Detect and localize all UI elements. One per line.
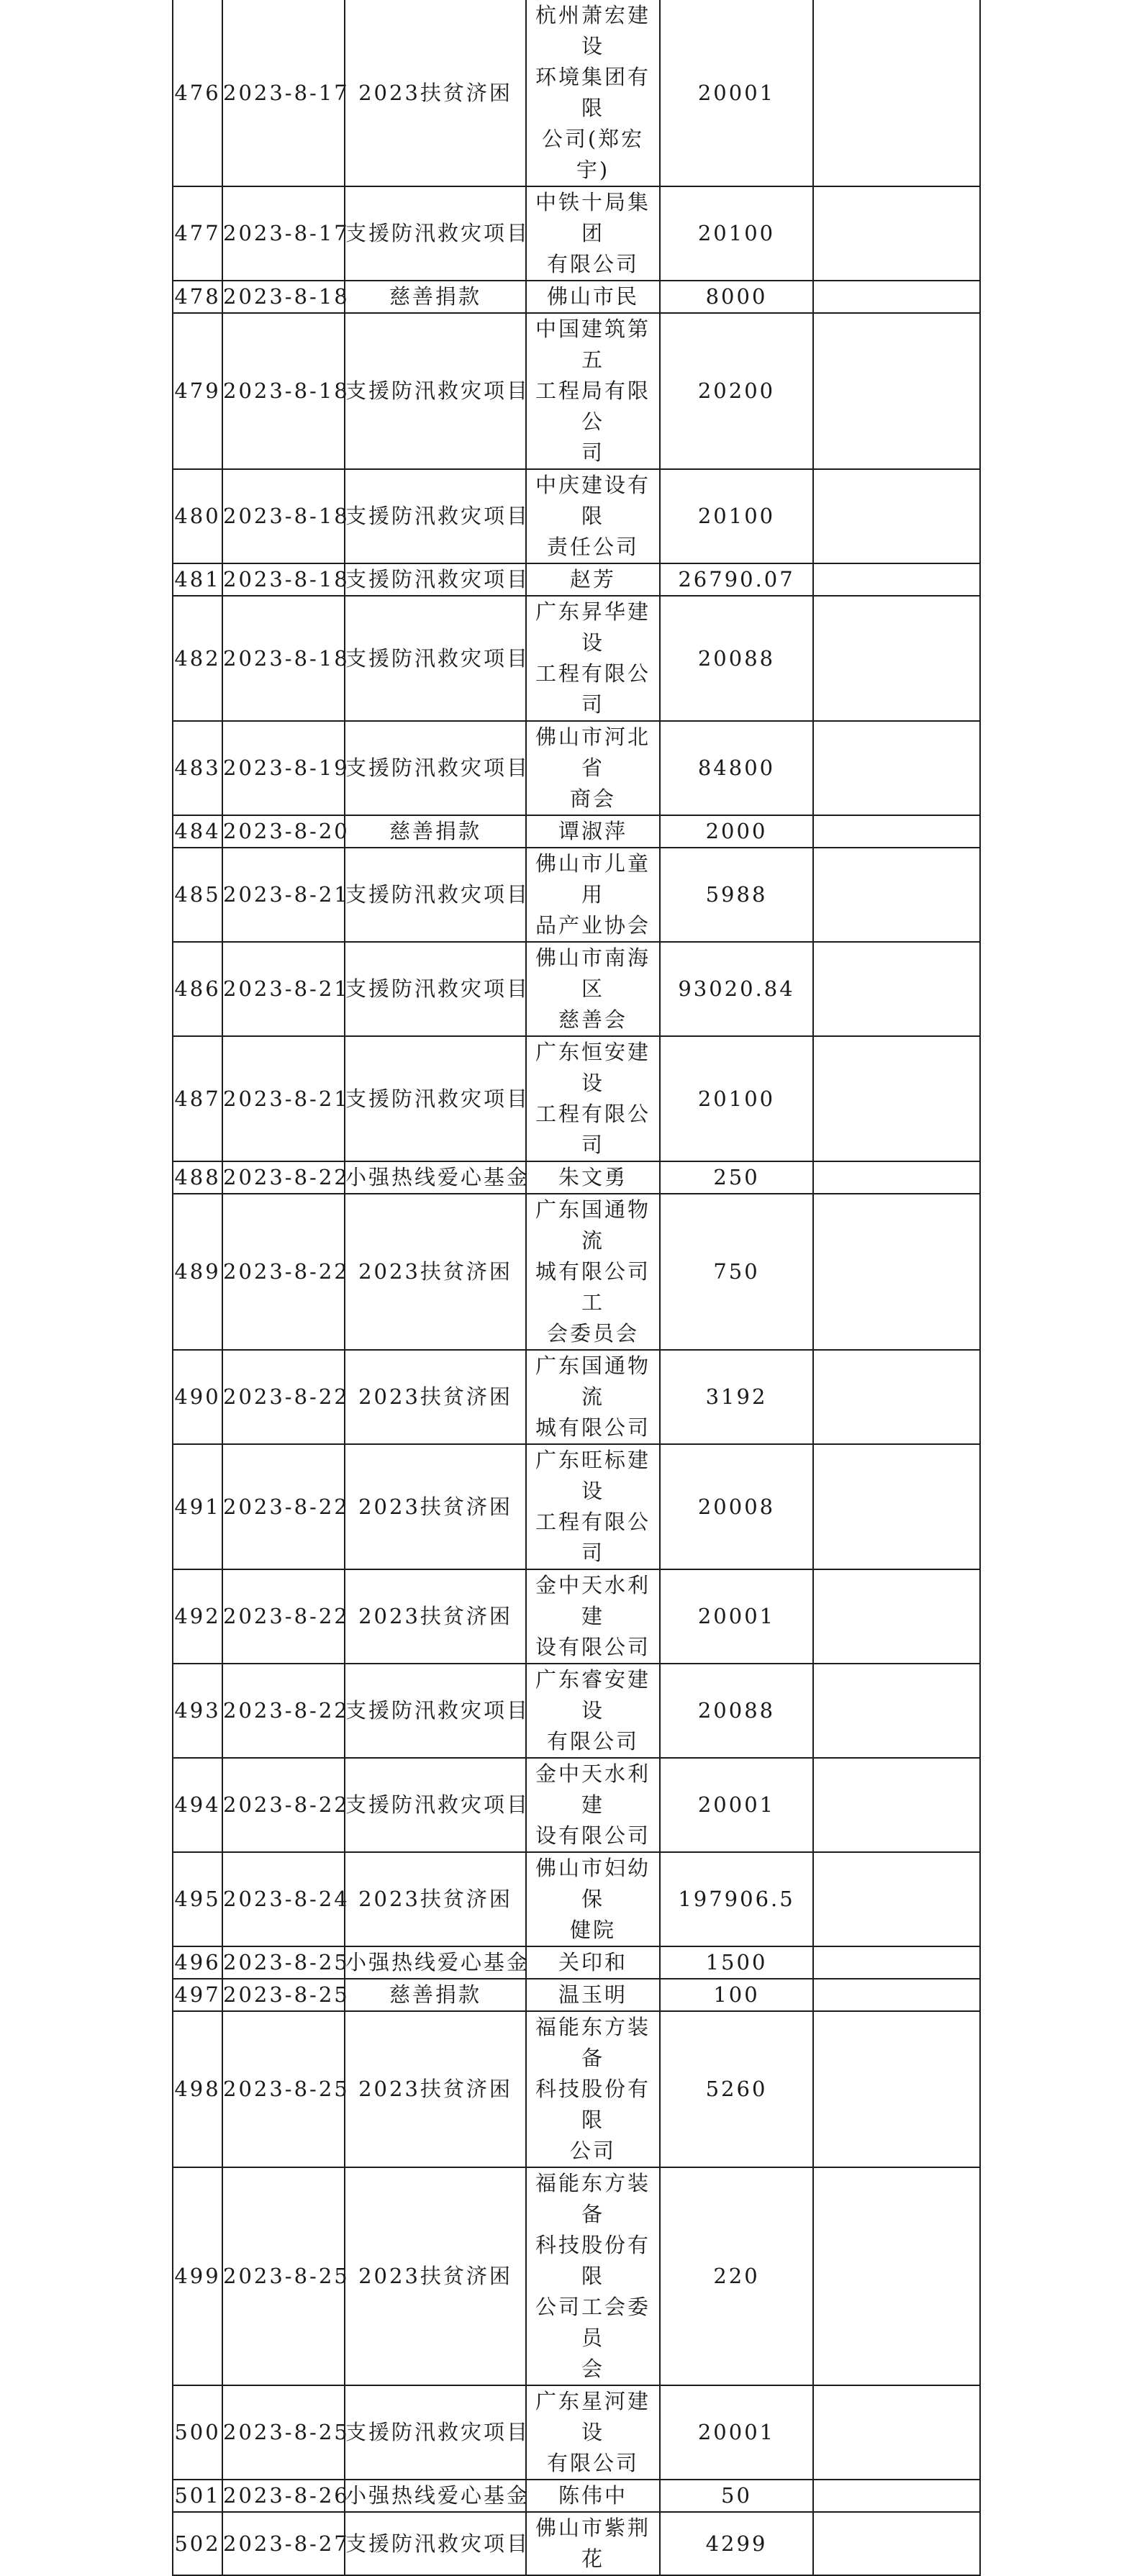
row-number-cell: 477 — [173, 186, 222, 281]
donor-name-cell — [526, 563, 660, 596]
project-name-cell: 支援防汛救灾项目 — [345, 2385, 526, 2480]
project-name-cell: 2023扶贫济困 — [345, 2167, 526, 2385]
donation-date-cell: 2023-8-18 — [222, 596, 345, 721]
amount-cell: 20100 — [660, 1036, 813, 1161]
donor-name-line: 有限公司 — [546, 2451, 639, 2475]
donor-name-cell — [526, 1664, 660, 1758]
remarks-cell — [813, 1946, 980, 1979]
amount-cell: 26790.07 — [660, 563, 813, 596]
amount-cell: 750 — [660, 1194, 813, 1350]
table-row — [173, 1161, 980, 1194]
remarks-cell — [813, 469, 980, 563]
remarks-cell — [813, 1194, 980, 1350]
donation-table — [172, 0, 981, 2576]
remarks-cell — [813, 2011, 980, 2167]
donor-name-line: 陈伟中 — [558, 2483, 627, 2508]
row-number-cell: 496 — [173, 1946, 222, 1979]
donor-name-line: 广东国通物流 — [535, 1353, 651, 1409]
table-row — [173, 1979, 980, 2011]
amount-cell: 250 — [660, 1161, 813, 1194]
amount-cell: 20088 — [660, 1664, 813, 1758]
project-name-cell: 支援防汛救灾项目 — [345, 942, 526, 1036]
donor-name-line: 金中天水利建 — [535, 1573, 651, 1628]
donor-name-cell — [526, 313, 660, 469]
donation-date-cell: 2023-8-25 — [222, 2167, 345, 2385]
donor-name-cell — [526, 596, 660, 721]
donation-date-cell: 2023-8-22 — [222, 1161, 345, 1194]
remarks-cell — [813, 1350, 980, 1444]
donor-name-cell — [526, 1946, 660, 1979]
amount-cell: 197906.5 — [660, 1852, 813, 1946]
amount-cell: 20088 — [660, 596, 813, 721]
project-name-cell: 支援防汛救灾项目 — [345, 313, 526, 469]
donor-name-cell — [526, 2167, 660, 2385]
row-number-cell: 476 — [173, 0, 222, 186]
donation-date-cell: 2023-8-22 — [222, 1664, 345, 1758]
amount-cell: 93020.84 — [660, 942, 813, 1036]
amount-cell: 2000 — [660, 815, 813, 848]
table-row — [173, 186, 980, 281]
project-name-cell: 支援防汛救灾项目 — [345, 2512, 526, 2575]
donor-name-cell — [526, 942, 660, 1036]
remarks-cell — [813, 313, 980, 469]
donation-date-cell: 2023-8-18 — [222, 313, 345, 469]
row-number-cell: 483 — [173, 721, 222, 815]
table-row — [173, 2011, 980, 2167]
remarks-cell — [813, 1444, 980, 1569]
project-name-cell: 慈善捐款 — [345, 281, 526, 313]
donation-date-cell: 2023-8-18 — [222, 563, 345, 596]
table-row — [173, 815, 980, 848]
row-number-cell: 492 — [173, 1569, 222, 1664]
project-name-cell: 小强热线爱心基金 — [345, 1946, 526, 1979]
table-row — [173, 2512, 980, 2575]
donor-name-line: 设有限公司 — [535, 1635, 651, 1659]
donation-date-cell: 2023-8-25 — [222, 2385, 345, 2480]
row-number-cell: 502 — [173, 2512, 222, 2575]
table-row — [173, 2385, 980, 2480]
table-row — [173, 1036, 980, 1161]
row-number-cell: 487 — [173, 1036, 222, 1161]
donor-name-line: 品产业协会 — [535, 913, 651, 938]
amount-cell: 5260 — [660, 2011, 813, 2167]
amount-cell: 20001 — [660, 2385, 813, 2480]
row-number-cell: 494 — [173, 1758, 222, 1852]
donor-name-line: 公司(郑宏宇) — [541, 127, 645, 182]
donor-name-cell — [526, 281, 660, 313]
donor-name-line: 商会 — [569, 786, 616, 811]
project-name-cell: 支援防汛救灾项目 — [345, 848, 526, 942]
remarks-cell — [813, 1664, 980, 1758]
remarks-cell — [813, 2480, 980, 2512]
project-name-cell: 2023扶贫济困 — [345, 1194, 526, 1350]
donor-name-line: 慈善会 — [558, 1007, 627, 1032]
table-row — [173, 0, 980, 186]
donor-name-line: 关印和 — [558, 1950, 627, 1974]
amount-cell: 20200 — [660, 313, 813, 469]
donor-name-cell — [526, 2512, 660, 2575]
project-name-cell: 支援防汛救灾项目 — [345, 469, 526, 563]
remarks-cell — [813, 1852, 980, 1946]
donor-name-cell — [526, 2480, 660, 2512]
donation-date-cell: 2023-8-20 — [222, 815, 345, 848]
donor-name-line: 科技股份有限 — [535, 2233, 651, 2288]
row-number-cell: 488 — [173, 1161, 222, 1194]
donor-name-line: 佛山市河北省 — [535, 725, 651, 780]
donation-date-cell: 2023-8-18 — [222, 469, 345, 563]
donor-name-cell — [526, 1194, 660, 1350]
donation-date-cell: 2023-8-22 — [222, 1569, 345, 1664]
amount-cell: 84800 — [660, 721, 813, 815]
donor-name-line: 广东旺标建设 — [535, 1448, 651, 1503]
donor-name-line: 赵芳 — [569, 567, 616, 591]
amount-cell: 8000 — [660, 281, 813, 313]
table-row — [173, 721, 980, 815]
table-row — [173, 1444, 980, 1569]
amount-cell: 20100 — [660, 186, 813, 281]
table-row — [173, 942, 980, 1036]
amount-cell: 50 — [660, 2480, 813, 2512]
donor-name-cell — [526, 1161, 660, 1194]
donor-name-line: 城有限公司工 — [535, 1259, 651, 1315]
donor-name-line: 会 — [581, 2357, 604, 2381]
donation-date-cell: 2023-8-21 — [222, 1036, 345, 1161]
donor-name-line: 广东睿安建设 — [535, 1667, 651, 1723]
donor-name-line: 广东昇华建设 — [535, 599, 651, 655]
row-number-cell: 485 — [173, 848, 222, 942]
donation-date-cell: 2023-8-19 — [222, 721, 345, 815]
row-number-cell: 500 — [173, 2385, 222, 2480]
project-name-cell: 支援防汛救灾项目 — [345, 1758, 526, 1852]
row-number-cell: 486 — [173, 942, 222, 1036]
table-row — [173, 1664, 980, 1758]
donor-name-line: 工程有限公司 — [535, 1102, 651, 1157]
donor-name-line: 公司工会委员 — [535, 2295, 651, 2350]
row-number-cell: 497 — [173, 1979, 222, 2011]
amount-cell: 100 — [660, 1979, 813, 2011]
donor-name-line: 福能东方装备 — [535, 2015, 651, 2070]
donation-date-cell: 2023-8-18 — [222, 281, 345, 313]
project-name-cell: 2023扶贫济困 — [345, 2011, 526, 2167]
donation-date-cell: 2023-8-22 — [222, 1350, 345, 1444]
donor-name-cell — [526, 186, 660, 281]
row-number-cell: 490 — [173, 1350, 222, 1444]
project-name-cell: 支援防汛救灾项目 — [345, 596, 526, 721]
donation-date-cell: 2023-8-25 — [222, 1979, 345, 2011]
project-name-cell: 2023扶贫济困 — [345, 1569, 526, 1664]
amount-cell: 5988 — [660, 848, 813, 942]
donor-name-cell — [526, 469, 660, 563]
donation-date-cell: 2023-8-26 — [222, 2480, 345, 2512]
donor-name-line: 会委员会 — [546, 1321, 639, 1346]
donation-date-cell: 2023-8-17 — [222, 186, 345, 281]
row-number-cell: 501 — [173, 2480, 222, 2512]
amount-cell: 3192 — [660, 1350, 813, 1444]
donor-name-line: 责任公司 — [546, 535, 639, 559]
project-name-cell: 支援防汛救灾项目 — [345, 1664, 526, 1758]
amount-cell: 4299 — [660, 2512, 813, 2575]
donor-name-cell — [526, 2011, 660, 2167]
remarks-cell — [813, 721, 980, 815]
table-row — [173, 1194, 980, 1350]
donor-name-line: 佛山市南海区 — [535, 945, 651, 1001]
donor-name-cell — [526, 1350, 660, 1444]
row-number-cell: 499 — [173, 2167, 222, 2385]
remarks-cell — [813, 1161, 980, 1194]
donor-name-line: 朱文勇 — [558, 1165, 627, 1189]
donation-date-cell: 2023-8-22 — [222, 1194, 345, 1350]
donor-name-line: 中国建筑第五 — [535, 317, 651, 372]
row-number-cell: 478 — [173, 281, 222, 313]
donor-name-cell — [526, 848, 660, 942]
project-name-cell: 慈善捐款 — [345, 1979, 526, 2011]
remarks-cell — [813, 1979, 980, 2011]
remarks-cell — [813, 815, 980, 848]
donor-name-line: 环境集团有限 — [535, 65, 651, 120]
donor-name-line: 中铁十局集团 — [535, 190, 651, 245]
donor-name-line: 杭州萧宏建设 — [535, 3, 651, 58]
donor-name-line: 佛山市儿童用 — [535, 851, 651, 907]
donation-date-cell: 2023-8-22 — [222, 1444, 345, 1569]
table-row — [173, 1852, 980, 1946]
project-name-cell: 支援防汛救灾项目 — [345, 1036, 526, 1161]
donor-name-line: 城有限公司 — [535, 1415, 651, 1440]
table-row — [173, 281, 980, 313]
donor-name-cell — [526, 1036, 660, 1161]
project-name-cell: 2023扶贫济困 — [345, 1444, 526, 1569]
table-row — [173, 2167, 980, 2385]
remarks-cell — [813, 848, 980, 942]
amount-cell: 220 — [660, 2167, 813, 2385]
donation-date-cell: 2023-8-25 — [222, 1946, 345, 1979]
remarks-cell — [813, 1036, 980, 1161]
row-number-cell: 495 — [173, 1852, 222, 1946]
donor-name-line: 温玉明 — [558, 1982, 627, 2007]
row-number-cell: 484 — [173, 815, 222, 848]
donor-name-line: 佛山市民 — [546, 284, 639, 309]
amount-cell: 20008 — [660, 1444, 813, 1569]
amount-cell: 20001 — [660, 1569, 813, 1664]
table-row — [173, 563, 980, 596]
project-name-cell: 2023扶贫济困 — [345, 0, 526, 186]
donor-name-cell — [526, 721, 660, 815]
table-row — [173, 1569, 980, 1664]
remarks-cell — [813, 942, 980, 1036]
project-name-cell: 小强热线爱心基金 — [345, 2480, 526, 2512]
table-row — [173, 313, 980, 469]
row-number-cell: 493 — [173, 1664, 222, 1758]
remarks-cell — [813, 596, 980, 721]
donation-date-cell: 2023-8-17 — [222, 0, 345, 186]
donation-date-cell: 2023-8-22 — [222, 1758, 345, 1852]
remarks-cell — [813, 1569, 980, 1664]
donor-name-line: 广东国通物流 — [535, 1197, 651, 1253]
donation-date-cell: 2023-8-21 — [222, 942, 345, 1036]
donor-name-cell — [526, 1758, 660, 1852]
remarks-cell — [813, 563, 980, 596]
row-number-cell: 480 — [173, 469, 222, 563]
table-row — [173, 596, 980, 721]
donor-name-cell — [526, 815, 660, 848]
donor-name-line: 司 — [581, 440, 604, 465]
donation-date-cell: 2023-8-21 — [222, 848, 345, 942]
table-row — [173, 469, 980, 563]
remarks-cell — [813, 2385, 980, 2480]
project-name-cell: 慈善捐款 — [345, 815, 526, 848]
donor-name-line: 有限公司 — [546, 252, 639, 276]
table-row — [173, 1350, 980, 1444]
donor-name-line: 金中天水利建 — [535, 1761, 651, 1817]
donor-name-cell — [526, 1852, 660, 1946]
project-name-cell: 支援防汛救灾项目 — [345, 186, 526, 281]
amount-cell: 20001 — [660, 0, 813, 186]
donor-name-cell — [526, 1444, 660, 1569]
amount-cell: 20001 — [660, 1758, 813, 1852]
row-number-cell: 489 — [173, 1194, 222, 1350]
remarks-cell — [813, 2167, 980, 2385]
donor-name-line: 谭淑萍 — [558, 819, 627, 843]
amount-cell: 1500 — [660, 1946, 813, 1979]
project-name-cell: 小强热线爱心基金 — [345, 1161, 526, 1194]
donor-name-cell — [526, 1569, 660, 1664]
project-name-cell: 2023扶贫济困 — [345, 1350, 526, 1444]
donation-date-cell: 2023-8-25 — [222, 2011, 345, 2167]
donor-name-line: 中庆建设有限 — [535, 473, 651, 528]
project-name-cell: 支援防汛救灾项目 — [345, 721, 526, 815]
project-name-cell: 支援防汛救灾项目 — [345, 563, 526, 596]
donor-name-line: 福能东方装备 — [535, 2171, 651, 2226]
donor-name-line: 工程有限公司 — [535, 661, 651, 717]
amount-cell: 20100 — [660, 469, 813, 563]
remarks-cell — [813, 281, 980, 313]
donor-name-line: 广东星河建设 — [535, 2389, 651, 2444]
project-name-cell: 2023扶贫济困 — [345, 1852, 526, 1946]
remarks-cell — [813, 186, 980, 281]
row-number-cell: 482 — [173, 596, 222, 721]
donor-name-line: 健院 — [569, 1918, 616, 1942]
donor-name-line: 佛山市紫荆花 — [535, 2516, 651, 2571]
table-row — [173, 848, 980, 942]
donor-name-line: 有限公司 — [546, 1729, 639, 1754]
remarks-cell — [813, 2512, 980, 2575]
donor-name-line: 工程局有限公 — [535, 378, 651, 434]
donor-name-line: 公司 — [569, 2139, 616, 2163]
donor-name-line: 科技股份有限 — [535, 2077, 651, 2132]
row-number-cell: 498 — [173, 2011, 222, 2167]
donation-date-cell: 2023-8-24 — [222, 1852, 345, 1946]
table-row — [173, 1758, 980, 1852]
donor-name-cell — [526, 2385, 660, 2480]
donation-table-body — [173, 0, 980, 2575]
remarks-cell — [813, 1758, 980, 1852]
donor-name-line: 佛山市妇幼保 — [535, 1856, 651, 1911]
donor-name-line: 工程有限公司 — [535, 1510, 651, 1565]
donor-name-cell — [526, 1979, 660, 2011]
remarks-cell — [813, 0, 980, 186]
row-number-cell: 491 — [173, 1444, 222, 1569]
row-number-cell: 479 — [173, 313, 222, 469]
donor-name-cell — [526, 0, 660, 186]
table-row — [173, 1946, 980, 1979]
donor-name-line: 设有限公司 — [535, 1823, 651, 1848]
donor-name-line: 广东恒安建设 — [535, 1040, 651, 1095]
table-row — [173, 2480, 980, 2512]
row-number-cell: 481 — [173, 563, 222, 596]
donation-date-cell: 2023-8-27 — [222, 2512, 345, 2575]
